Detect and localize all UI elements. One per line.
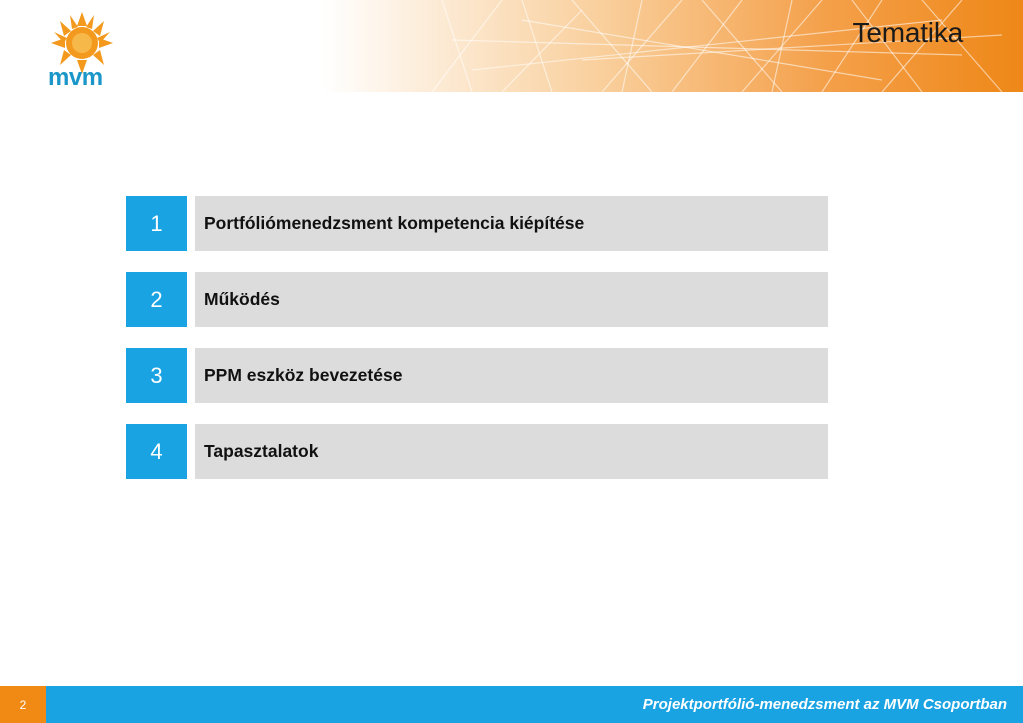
slide-title: Tematika bbox=[852, 17, 963, 48]
agenda-label: Működés bbox=[204, 289, 280, 309]
agenda-number: 2 bbox=[126, 272, 187, 327]
agenda-item-1[interactable] bbox=[126, 196, 828, 251]
agenda-item-4[interactable] bbox=[126, 424, 828, 479]
logo-text: mvm bbox=[48, 64, 103, 91]
agenda-box bbox=[195, 348, 828, 403]
page-number: 2 bbox=[0, 686, 46, 723]
agenda-number: 4 bbox=[126, 424, 187, 479]
agenda-label: Tapasztalatok bbox=[204, 441, 319, 461]
footer-bar bbox=[0, 686, 1023, 723]
agenda-label: PPM eszköz bevezetése bbox=[204, 365, 403, 385]
footer-title: Projektportfólió-menedzsment az MVM Csoportban bbox=[642, 696, 1007, 713]
agenda-label: Portfóliómenedzsment kompetencia kiépítése bbox=[204, 213, 585, 233]
agenda-item-2[interactable] bbox=[126, 272, 828, 327]
agenda-box bbox=[195, 272, 828, 327]
agenda-box bbox=[195, 424, 828, 479]
mvm-logo bbox=[34, 12, 130, 96]
agenda-number: 1 bbox=[126, 196, 187, 251]
agenda-item-3[interactable] bbox=[126, 348, 828, 403]
agenda-number: 3 bbox=[126, 348, 187, 403]
agenda-box bbox=[195, 196, 828, 251]
